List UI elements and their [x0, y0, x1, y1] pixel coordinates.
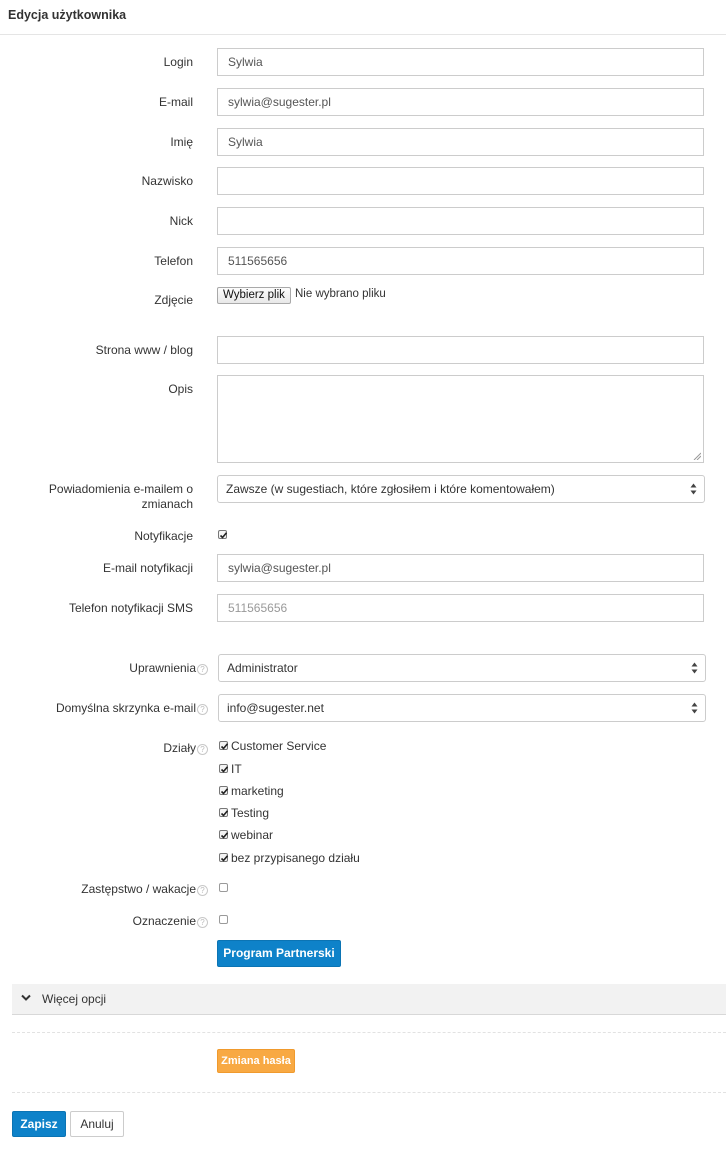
checkmark-icon [220, 742, 229, 751]
help-icon[interactable]: ? [197, 664, 208, 675]
checkmark-icon [220, 787, 229, 796]
department-label: webinar [231, 828, 274, 842]
phone-input[interactable]: 511565656 [217, 247, 704, 275]
notification-email-label: E-mail notyfikacji [102, 561, 193, 575]
first-name-input[interactable]: Sylwia [217, 128, 704, 156]
default-mailbox-select[interactable] [218, 694, 706, 722]
department-checkbox[interactable] [219, 830, 228, 839]
choose-file-button[interactable]: Wybierz plik [217, 287, 291, 304]
page-title: Edycja użytkownika [8, 8, 127, 22]
first-name-label: Imię [170, 135, 193, 149]
login-label: Login [163, 55, 193, 69]
photo-label: Zdjęcie [154, 293, 193, 307]
permissions-select[interactable] [218, 654, 706, 682]
department-checkbox[interactable] [219, 853, 228, 862]
permissions-value: Administrator [227, 661, 298, 675]
resize-grip-icon[interactable] [693, 452, 701, 460]
substitute-label-text: Zastępstwo / wakacje [81, 882, 196, 896]
email-notifications-select[interactable] [217, 475, 705, 503]
last-name-input[interactable] [217, 167, 704, 195]
description-textarea[interactable] [217, 375, 704, 463]
title-divider [0, 34, 726, 35]
marking-checkbox[interactable] [219, 915, 228, 924]
cancel-button[interactable]: Anuluj [70, 1111, 124, 1137]
select-arrows-icon [691, 662, 698, 674]
notification-sms-input[interactable]: 511565656 [217, 594, 704, 622]
nick-label: Nick [169, 214, 193, 228]
notification-email-input[interactable]: sylwia@sugester.pl [217, 554, 704, 582]
department-label: bez przypisanego działu [231, 851, 360, 865]
department-label: Testing [231, 806, 270, 820]
divider [12, 1032, 726, 1033]
help-icon[interactable]: ? [197, 885, 208, 896]
change-password-button[interactable]: Zmiana hasła [217, 1049, 295, 1073]
email-input[interactable]: sylwia@sugester.pl [217, 88, 704, 116]
department-label: IT [231, 762, 242, 776]
substitute-label [81, 882, 208, 897]
notification-sms-label: Telefon notyfikacji SMS [68, 601, 193, 615]
checkmark-icon [220, 809, 229, 818]
marking-label [133, 914, 208, 929]
checkmark-icon [220, 854, 229, 863]
substitute-checkbox[interactable] [219, 883, 228, 892]
help-icon[interactable]: ? [197, 704, 208, 715]
department-checkbox[interactable] [219, 808, 228, 817]
phone-label: Telefon [154, 254, 193, 268]
nick-input[interactable] [217, 207, 704, 235]
notifications-checkbox[interactable] [218, 530, 227, 539]
email-label: E-mail [158, 95, 193, 109]
default-mailbox-label-text: Domyślna skrzynka e-mail [55, 701, 196, 715]
description-label: Opis [168, 382, 193, 396]
permissions-label-text: Uprawnienia [129, 661, 196, 675]
email-notifications-value: Zawsze (w sugestiach, które zgłosiłem i które komentowałem) [226, 482, 555, 496]
help-icon[interactable]: ? [197, 917, 208, 928]
help-icon[interactable]: ? [197, 744, 208, 755]
default-mailbox-value: info@sugester.net [227, 701, 324, 715]
more-options-label: Więcej opcji [42, 992, 107, 1006]
checkmark-icon [220, 765, 229, 774]
department-label: marketing [231, 784, 284, 798]
department-checkbox[interactable] [219, 764, 228, 773]
department-checkbox[interactable] [219, 786, 228, 795]
checkmark-icon [219, 531, 228, 540]
website-label: Strona www / blog [95, 343, 193, 357]
default-mailbox-label [56, 701, 208, 716]
departments-label [163, 741, 208, 756]
department-checkbox[interactable] [219, 741, 228, 750]
checkmark-icon [220, 831, 229, 840]
chevron-down-icon [21, 994, 31, 1002]
partner-program-button[interactable]: Program Partnerski [217, 940, 341, 967]
divider [12, 1092, 726, 1093]
department-label: Customer Service [231, 739, 327, 753]
file-status: Nie wybrano pliku [295, 288, 386, 300]
marking-label-text: Oznaczenie [132, 914, 196, 928]
select-arrows-icon [691, 702, 698, 714]
permissions-label [129, 661, 208, 676]
select-arrows-icon [690, 483, 697, 495]
departments-label-text: Działy [163, 741, 196, 755]
notifications-label: Notyfikacje [134, 529, 193, 543]
save-button[interactable]: Zapisz [12, 1111, 66, 1137]
more-options-toggle[interactable] [12, 984, 726, 1015]
website-input[interactable] [217, 336, 704, 364]
last-name-label: Nazwisko [141, 174, 193, 188]
login-input[interactable]: Sylwia [217, 48, 704, 76]
email-notifications-label: Powiadomienia e-mailem o zmianach [48, 482, 193, 511]
